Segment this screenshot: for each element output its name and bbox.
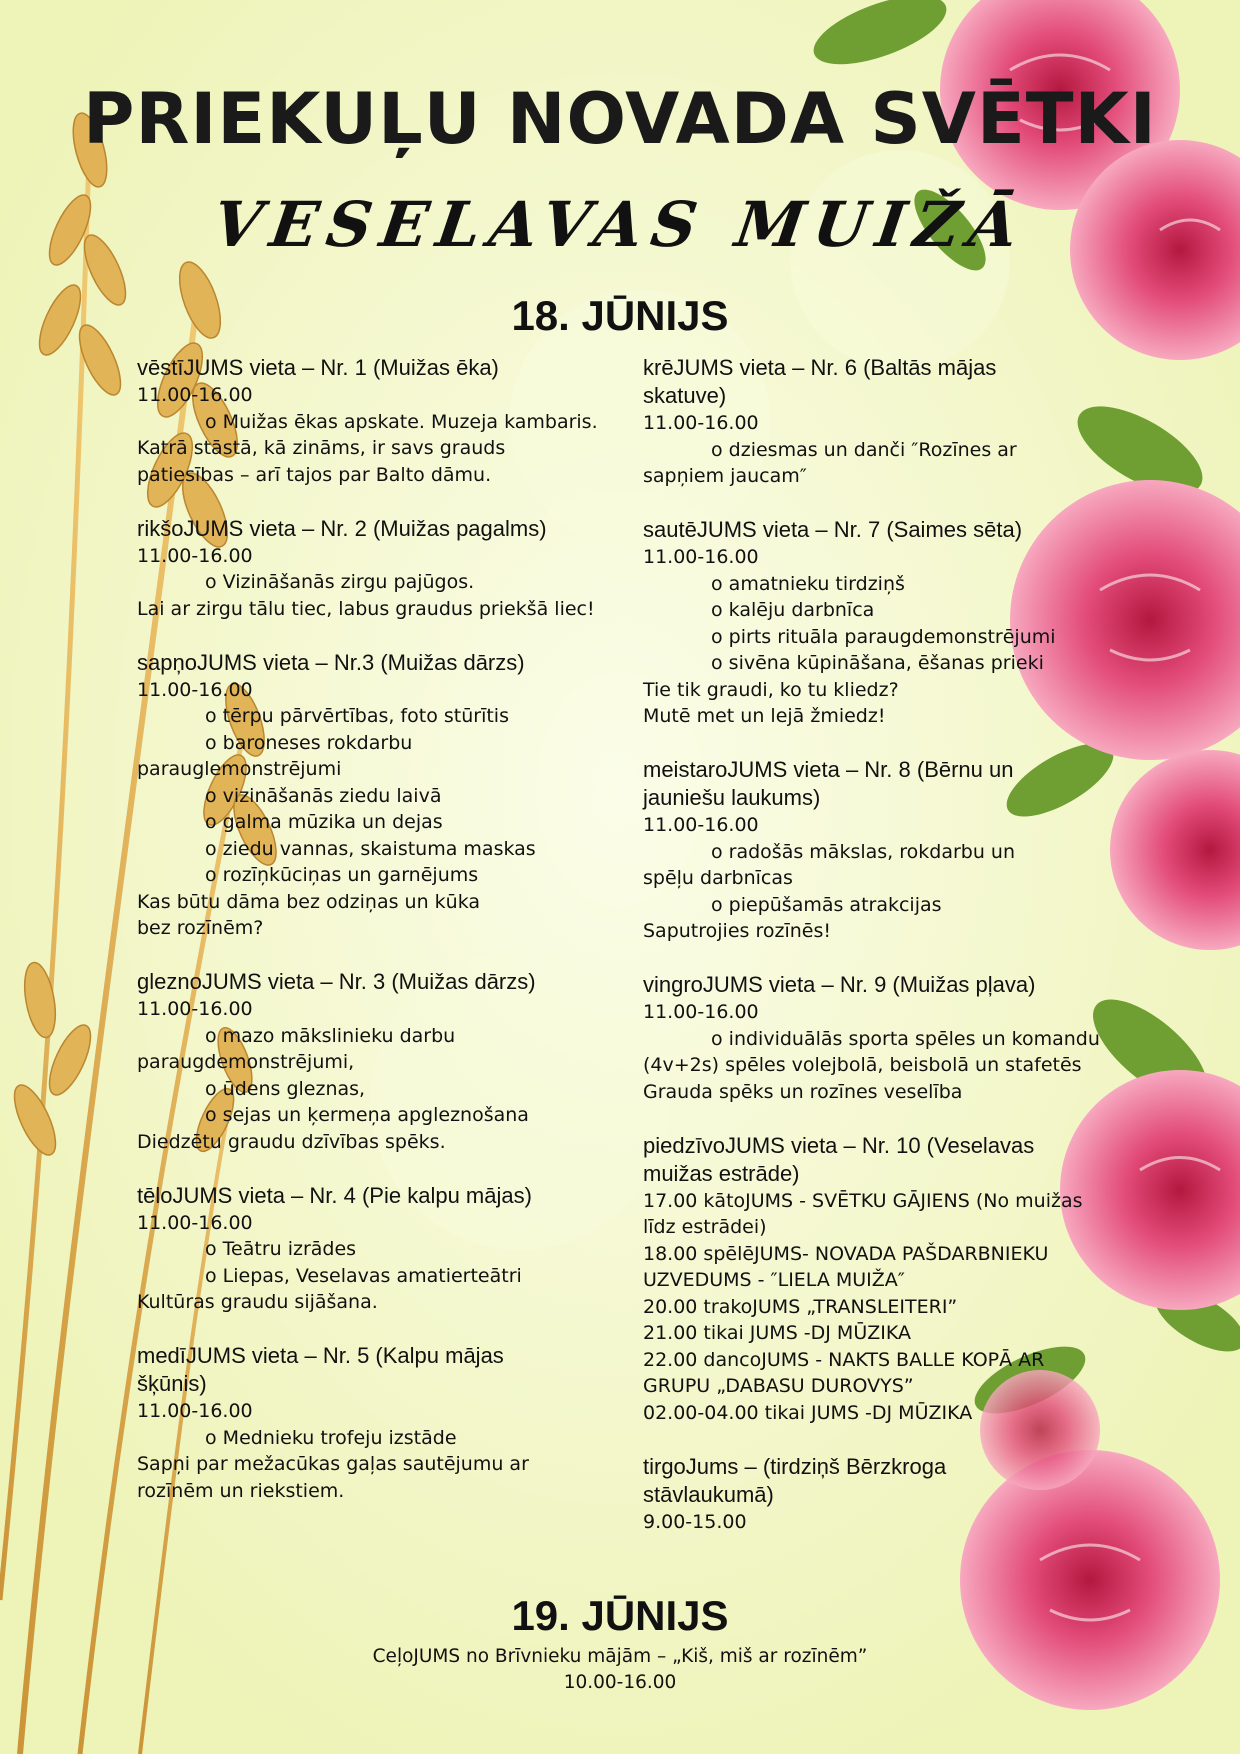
venue-7 <box>643 516 1123 730</box>
activity-item: o Vizināšanās zirgu pajūgos. <box>137 569 657 596</box>
activity-item: o baroneses rokdarbu <box>137 730 657 757</box>
venue-time: 11.00-16.00 <box>137 1211 253 1234</box>
activity-item: o mazo mākslinieku darbu <box>137 1023 657 1050</box>
venue-heading: rikšoJUMS vieta – Nr. 2 (Muižas pagalms) <box>137 515 547 541</box>
venue-heading-cont: muižas estrāde) <box>643 1160 800 1186</box>
day2-event <box>320 1644 920 1696</box>
venue-time: 11.00-16.00 <box>643 814 759 836</box>
activity-item: o Liepas, Veselavas amatierteātri <box>137 1263 657 1290</box>
day2-line: CeļoJUMS no Brīvnieku mājām – „Kiš, miš ar rozīnēm” <box>372 1646 868 1667</box>
activity-item: o pirts rituāla paraugdemonstrējumi <box>643 624 1123 651</box>
venue-time: 11.00-16.00 <box>137 1400 253 1422</box>
venue-heading: vingroJUMS vieta – Nr. 9 (Muižas pļava) <box>643 972 1036 997</box>
venue-heading-cont: šķūnis) <box>137 1371 207 1396</box>
venue-heading-cont: jauniešu laukums) <box>643 785 821 810</box>
tagline: rozīnēm un riekstiem. <box>137 1479 345 1502</box>
venue-heading: medīJUMS vieta – Nr. 5 (Kalpu mājas <box>137 1343 504 1368</box>
tagline: Sapņi par mežacūkas gaļas sautējumu ar <box>137 1453 529 1475</box>
day2-time: 10.00-16.00 <box>563 1672 677 1693</box>
venue-heading: tirgoJums – (tirdziņš Bērzkroga <box>643 1453 947 1479</box>
activity-item: o rozīņkūciņas un garnējums <box>137 862 657 889</box>
activity-item: o radošās mākslas, rokdarbu un <box>643 839 1123 866</box>
day2-date: 19. JŪNIJS <box>511 1592 729 1639</box>
tagline: (4v+2s) spēles volejbolā, beisbolā un stafetēs <box>643 1054 1082 1076</box>
venue-heading-cont: skatuve) <box>643 383 727 408</box>
activity-item: o piepūšamās atrakcijas <box>643 892 1123 919</box>
program-line: 02.00-04.00 tikai JUMS -DJ MŪZIKA <box>643 1401 973 1424</box>
venue-heading: vēstīJUMS vieta – Nr. 1 (Muižas ēka) <box>137 355 499 380</box>
tagline: Lai ar zirgu tālu tiec, labus graudus priekšā liec! <box>137 597 595 620</box>
activity-item: o Mednieku trofeju izstāde <box>137 1425 657 1452</box>
venue-heading: krēJUMS vieta – Nr. 6 (Baltās mājas <box>643 355 997 380</box>
venue-heading: sapņoJUMS vieta – Nr.3 (Muižas dārzs) <box>137 649 525 675</box>
venue-5 <box>137 1342 657 1504</box>
program-line: 17.00 kātoJUMS - SVĒTKU GĀJIENS (No muižas <box>643 1189 1083 1212</box>
tagline: Kultūras graudu sijāšana. <box>137 1291 378 1313</box>
program-line: 20.00 trakoJUMS „TRANSLEITERI” <box>643 1295 958 1318</box>
venue-2 <box>137 515 657 623</box>
activity-item: o vizināšanās ziedu laivā <box>137 783 657 810</box>
tagline: bez rozīnēm? <box>137 917 264 939</box>
activity-item: o dziesmas un danči ″Rozīnes ar <box>643 437 1123 464</box>
activity-item: o galma mūzika un dejas <box>137 809 657 836</box>
tagline: Tie tik graudi, ko tu kliedz? <box>643 678 899 701</box>
venue-3 <box>137 649 657 942</box>
activity-item: o sivēna kūpināšana, ēšanas prieki <box>643 650 1123 677</box>
tagline: sapņiem jaucam″ <box>643 465 807 487</box>
poster-title: PRIEKUĻU NOVADA SVĒTKI <box>83 78 1157 160</box>
venue-time: 11.00-16.00 <box>643 1001 759 1023</box>
venue-6 <box>643 354 1123 490</box>
tagline: Diedzētu graudu dzīvības spēks. <box>137 1130 446 1153</box>
program-line: 18.00 spēlēJUMS- NOVADA PAŠDARBNIEKU <box>643 1242 1049 1265</box>
activity-item: o ziedu vannas, skaistuma maskas <box>137 836 657 863</box>
activity-item: o amatnieku tirdziņš <box>643 571 1123 598</box>
venue-9 <box>643 971 1123 1105</box>
tagline: Mutē met un lejā žmiedz! <box>643 705 886 727</box>
venue-3b <box>137 968 657 1155</box>
activity-item: o ūdens gleznas, <box>137 1076 657 1103</box>
activity-item: o kalēju darbnīca <box>643 597 1123 624</box>
venue-heading: tēloJUMS vieta – Nr. 4 (Pie kalpu mājas) <box>137 1182 532 1208</box>
activity-continuation: spēļu darbnīcas <box>643 867 793 889</box>
venue-8 <box>643 756 1123 945</box>
program-line: UZVEDUMS - ″LIELA MUIŽA″ <box>643 1269 905 1291</box>
tagline: Kas būtu dāma bez odziņas un kūka <box>137 890 481 913</box>
activity-item: o individuālās sporta spēles un komandu <box>643 1026 1123 1053</box>
tagline: Katrā stāstā, kā zināms, ir savs grauds <box>137 437 506 459</box>
activity-item: o tērpu pārvērtības, foto stūrītis <box>137 703 657 730</box>
venue-time: 11.00-16.00 <box>643 546 759 568</box>
left-column <box>137 354 657 1531</box>
venue-market <box>643 1453 1123 1536</box>
activity-continuation: parauglemonstrējumi <box>137 758 342 780</box>
program-line: GRUPU „DABASU DUROVYS” <box>643 1375 914 1397</box>
venue-time: 11.00-16.00 <box>137 678 253 701</box>
venue-heading: meistaroJUMS vieta – Nr. 8 (Bērnu un <box>643 757 1014 782</box>
tagline: Grauda spēks un rozīnes veselība <box>643 1080 963 1103</box>
venue-1 <box>137 354 657 488</box>
venue-time: 11.00-16.00 <box>137 544 253 567</box>
activity-item: o Muižas ēkas apskate. Muzeja kambaris. <box>137 409 657 436</box>
right-column <box>643 354 1123 1562</box>
activity-item: o sejas un ķermeņa apgleznošana <box>137 1102 657 1129</box>
day1-date: 18. JŪNIJS <box>511 292 729 339</box>
venue-heading-cont: stāvlaukumā) <box>643 1481 774 1507</box>
venue-heading: gleznoJUMS vieta – Nr. 3 (Muižas dārzs) <box>137 969 536 994</box>
venue-time: 11.00-16.00 <box>137 998 253 1020</box>
venue-time: 11.00-16.00 <box>643 412 759 434</box>
program-line: 22.00 dancoJUMS - NAKTS BALLE KOPĀ AR <box>643 1348 1045 1371</box>
activity-item: o Teātru izrādes <box>137 1236 657 1263</box>
tagline: patiesības – arī tajos par Balto dāmu. <box>137 463 492 486</box>
tagline: Saputrojies rozīnēs! <box>643 920 831 942</box>
program-line: līdz estrādei) <box>643 1216 767 1238</box>
venue-10 <box>643 1132 1123 1427</box>
venue-time: 9.00-15.00 <box>643 1510 747 1533</box>
venue-heading: sautēJUMS vieta – Nr. 7 (Saimes sēta) <box>643 517 1023 542</box>
activity-continuation: paraugdemonstrējumi, <box>137 1051 355 1073</box>
venue-time: 11.00-16.00 <box>137 384 253 406</box>
program-line: 21.00 tikai JUMS -DJ MŪZIKA <box>643 1322 911 1344</box>
venue-4 <box>137 1182 657 1316</box>
poster-subtitle: VESELAVAS MUIŽĀ <box>208 188 1032 261</box>
venue-heading: piedzīvoJUMS vieta – Nr. 10 (Veselavas <box>643 1132 1035 1158</box>
